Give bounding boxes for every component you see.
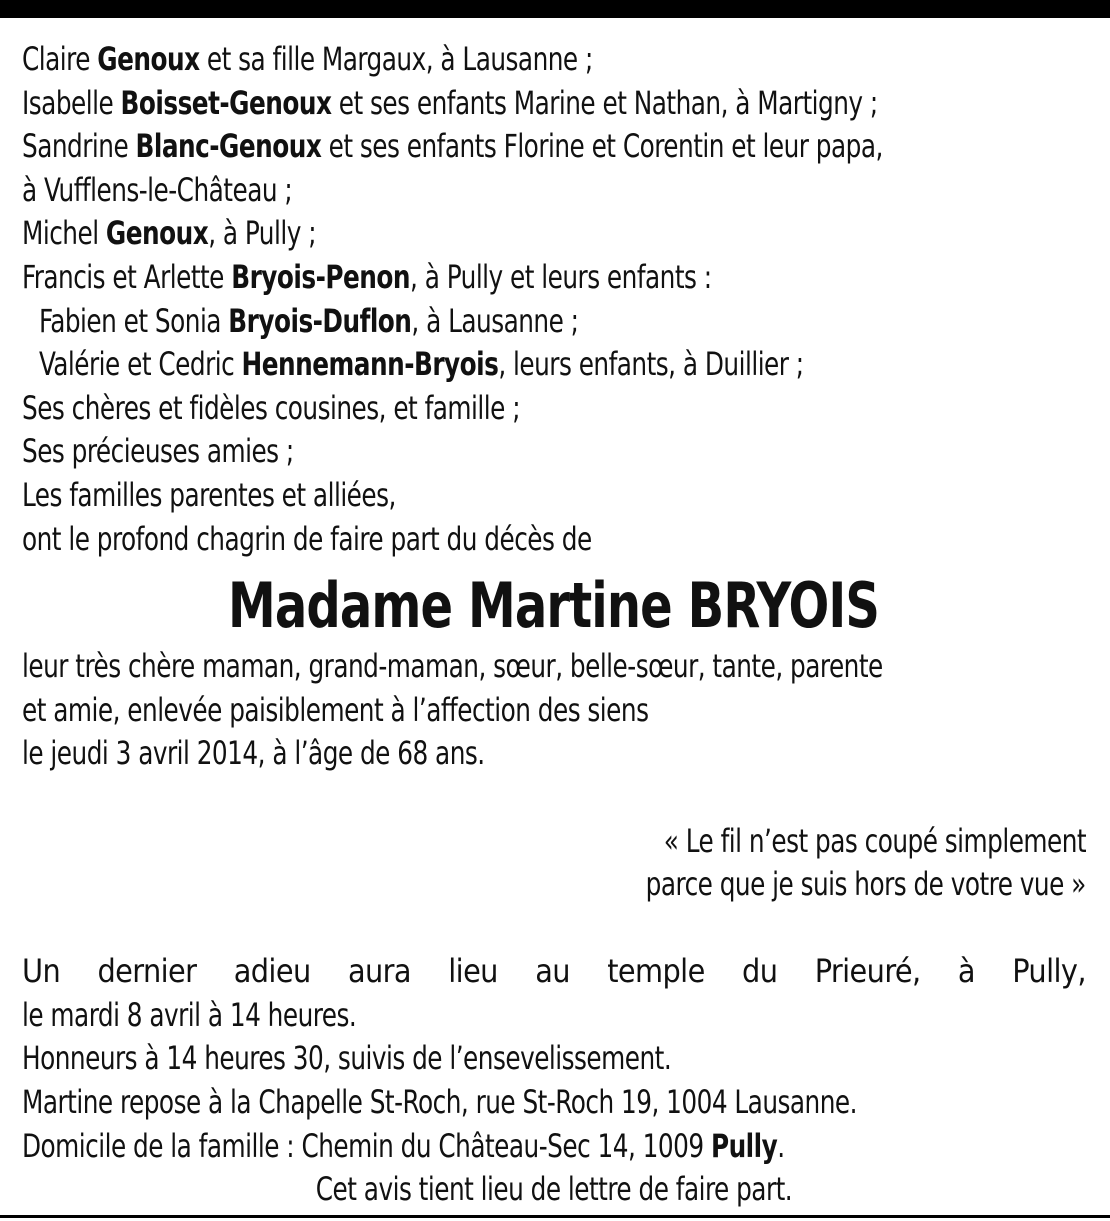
obituary-notice (22, 38, 1086, 1212)
ceremony-line-justified: Un dernier adieu aura lieu au temple du Prieuré, à Pully, (22, 952, 1086, 991)
ceremony-line: Honneurs à 14 heures 30, suivis de l’ensevelissement. (22, 1039, 672, 1078)
mourner-line-indented: Valérie et Cedric Hennemann-Bryois, leurs enfants, à Duillier ; (39, 345, 804, 384)
mourner-line: Sandrine Blanc-Genoux et ses enfants Florine et Corentin et leur papa, (22, 127, 883, 166)
mourner-line: Francis et Arlette Bryois-Penon, à Pully et leurs enfants : (22, 257, 712, 296)
ceremony-line: le mardi 8 avril à 14 heures. (22, 995, 357, 1034)
quote-line: « Le fil n’est pas coupé simplement (663, 821, 1086, 860)
spacer (22, 907, 1086, 951)
tribute-line: et amie, enlevée paisiblement à l’affection des siens (22, 690, 649, 729)
family-address-line: Domicile de la famille : Chemin du Château-Sec 14, 1009 Pully. (22, 1126, 785, 1165)
tribute-line: le jeudi 3 avril 2014, à l’âge de 68 ans. (22, 734, 485, 773)
ceremony-line: Martine repose à la Chapelle St-Roch, rue St-Roch 19, 1004 Lausanne. (22, 1083, 857, 1122)
announcement-line: ont le profond chagrin de faire part du décès de (22, 519, 592, 558)
mourner-line: Ses précieuses amies ; (22, 432, 294, 471)
bottom-border-rule (0, 1215, 1110, 1218)
top-border-rule (0, 0, 1110, 18)
closing-line: Cet avis tient lieu de lettre de faire part. (315, 1170, 793, 1209)
mourner-line: Ses chères et fidèles cousines, et famille ; (22, 388, 521, 427)
mourner-line-indented: Fabien et Sonia Bryois-Duflon, à Lausanne ; (39, 301, 579, 340)
mourner-line: Isabelle Boisset-Genoux et ses enfants Marine et Nathan, à Martigny ; (22, 83, 878, 122)
tribute-line: leur très chère maman, grand-maman, sœur, belle-sœur, tante, parente (22, 647, 883, 686)
deceased-name: Madame Martine BRYOIS (228, 569, 880, 643)
mourner-line: Les familles parentes et alliées, (22, 475, 396, 514)
mourner-line: Michel Genoux, à Pully ; (22, 214, 317, 253)
spacer (22, 776, 1086, 820)
mourner-line: Claire Genoux et sa fille Margaux, à Lausanne ; (22, 40, 593, 78)
mourner-line: à Vufflens-le-Château ; (22, 170, 293, 209)
quote-line: parce que je suis hors de votre vue » (645, 865, 1086, 904)
